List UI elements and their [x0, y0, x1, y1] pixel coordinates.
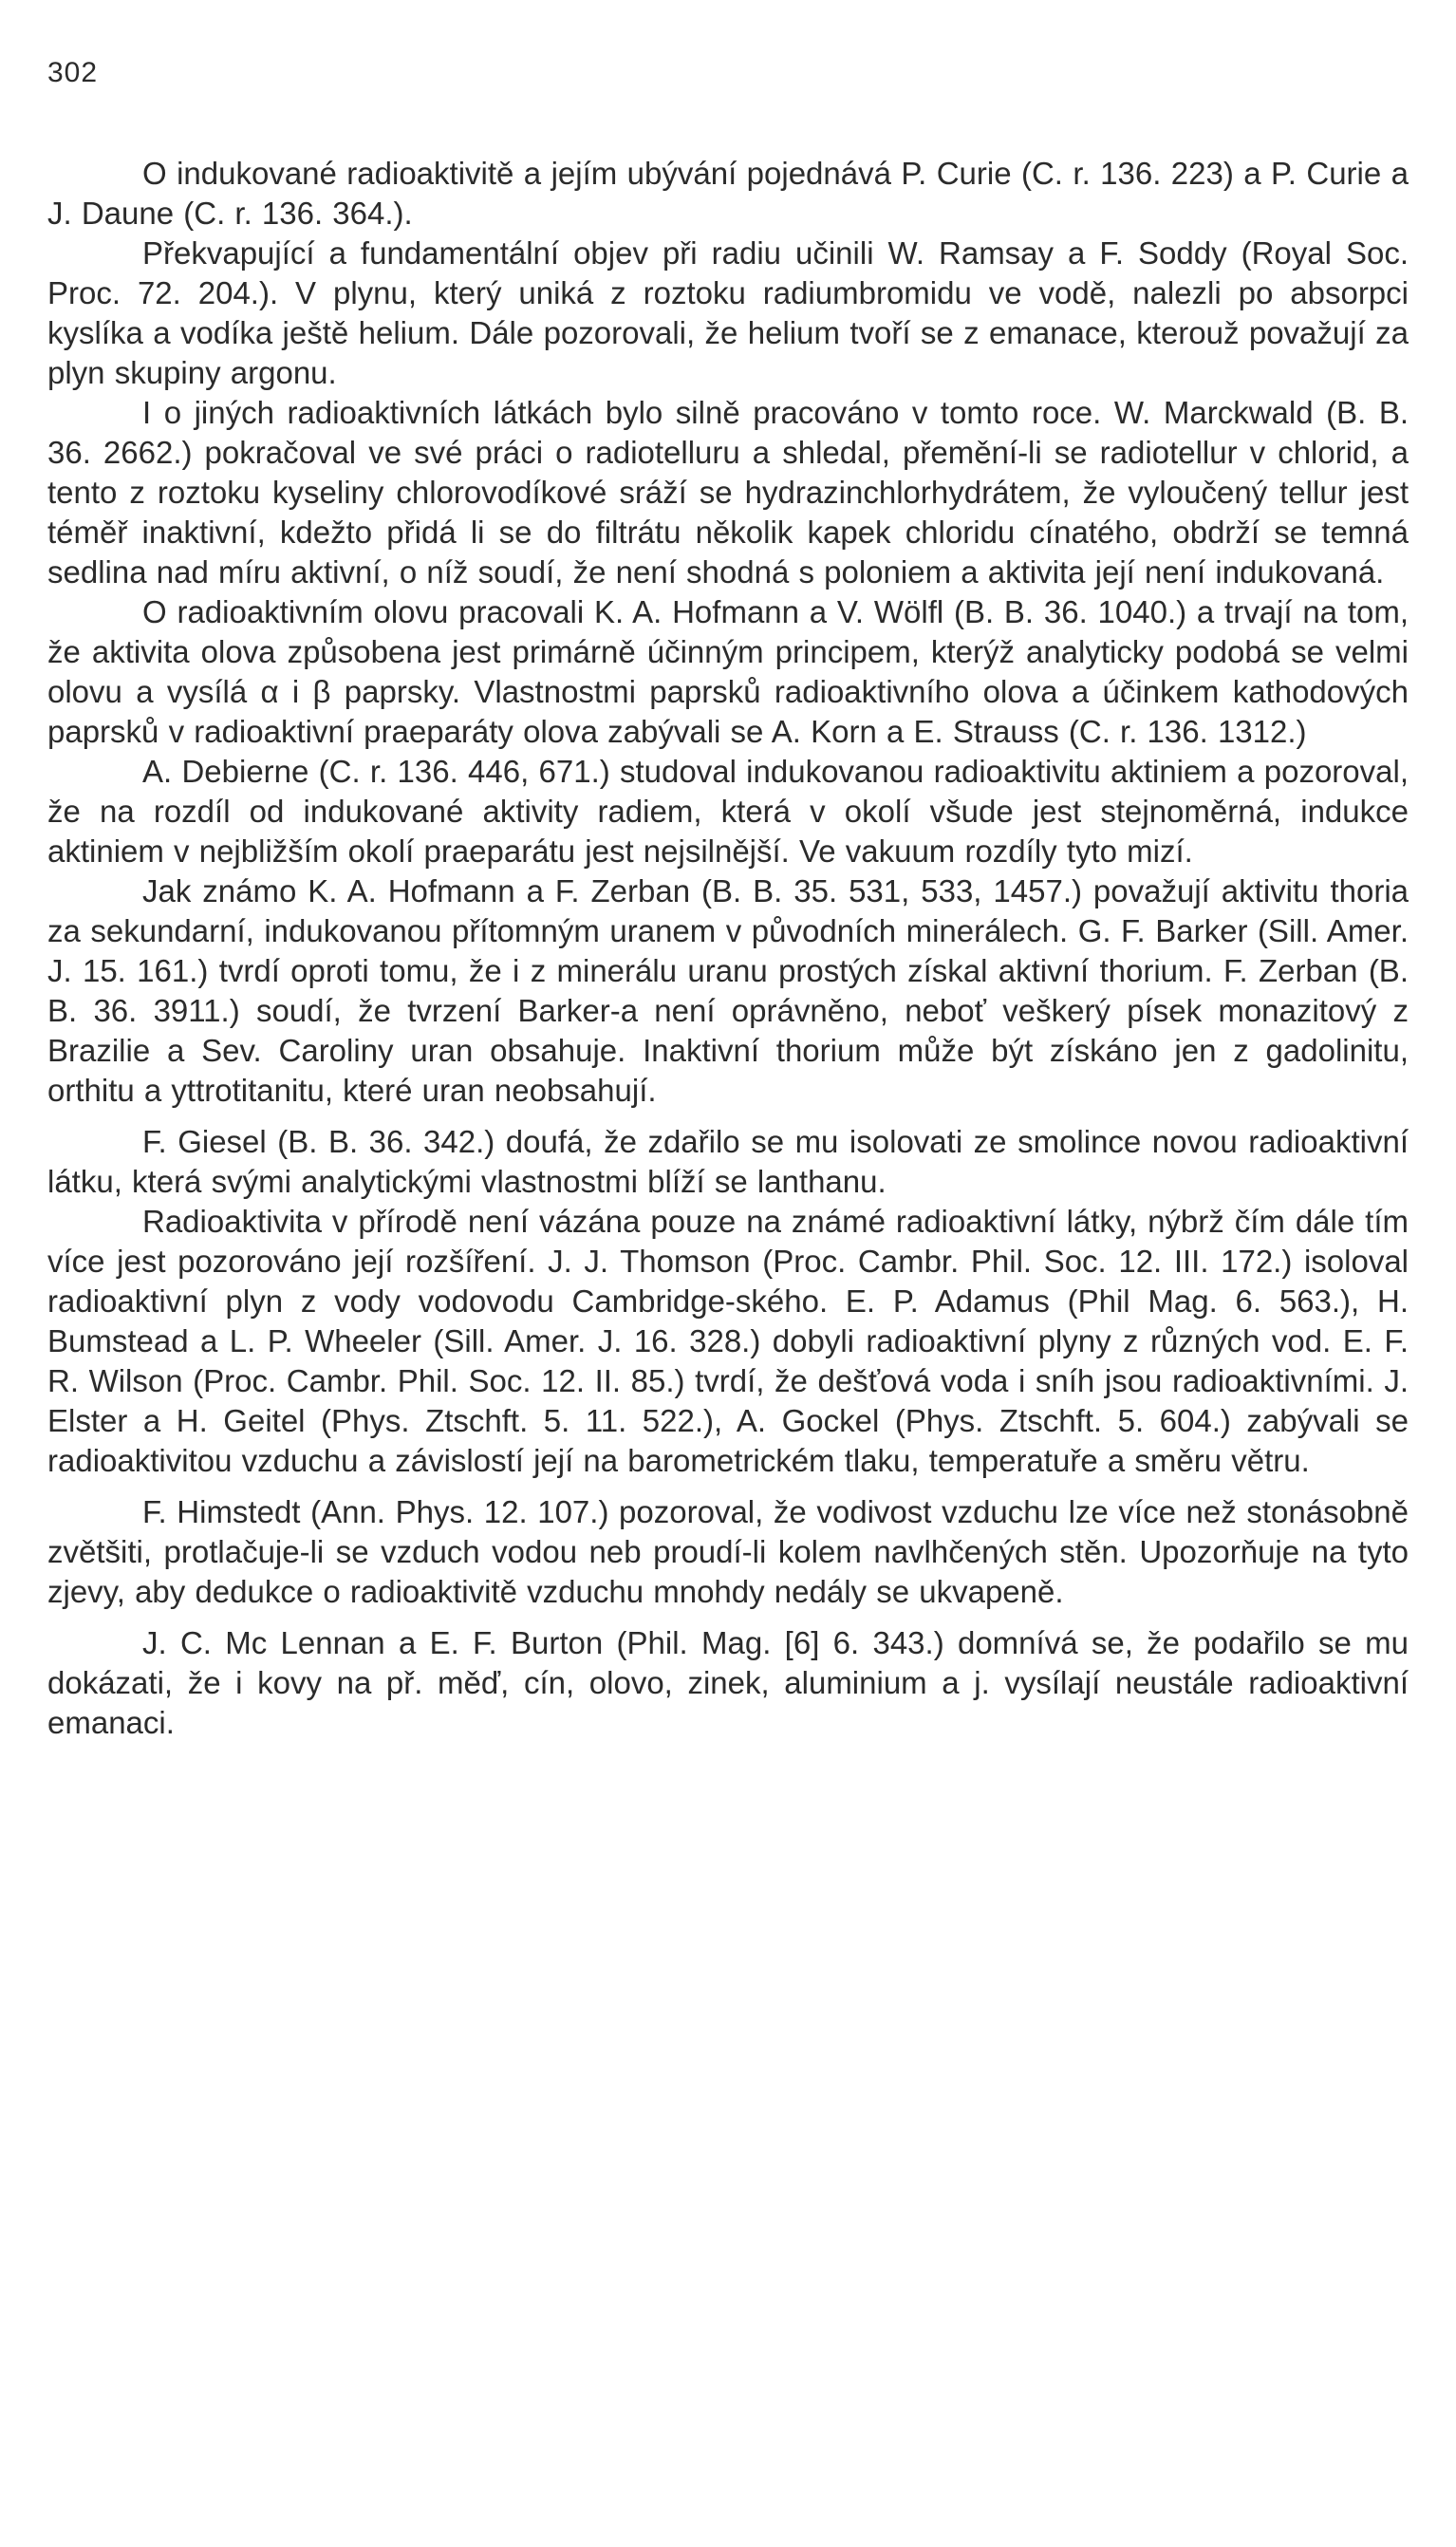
page-number: 302: [47, 57, 99, 88]
paragraph-giesel-pitchblende: F. Giesel (B. B. 36. 342.) doufá, že zdařilo se mu isolovati ze smolince novou radioaktivní látku, která svými analytickými vlastnostmi blíží se lanthanu.: [47, 1124, 1409, 1199]
paragraph-curie-induced-radioactivity: O indukované radioaktivitě a jejím ubývání pojednává P. Curie (C. r. 136. 223) a P. Curie a J. Daune (C. r. 136. 364.).: [47, 156, 1409, 231]
paragraph-debierne-actinium: A. Debierne (C. r. 136. 446, 671.) studoval indukovanou radioaktivitu aktiniem a pozoroval, že na rozdíl od indukované aktivity radiem, která v okolí všude jest stejnoměrná, indukce aktiniem v nejbližším okolí praeparátu jest nejsilnější. Ve vakuum rozdíly tyto mizí.: [47, 754, 1409, 869]
paragraph-mclennan-burton-metals: J. C. Mc Lennan a E. F. Burton (Phil. Mag. [6] 6. 343.) domnívá se, že podařilo se mu dokázati, že i kovy na př. měď, cín, olovo, zinek, aluminium a j. vysílají neustále radioaktivní emanaci.: [47, 1625, 1409, 1740]
paragraph-thorium-activity: Jak známo K. A. Hofmann a F. Zerban (B. B. 35. 531, 533, 1457.) považují aktivitu thoria za sekundarní, indukovanou přítomným uranem v původních minerálech. G. F. Barker (Sill. Amer. J. 15. 161.) tvrdí oproti tomu, že i z minerálu uranu prostých získal aktivní thorium. F. Zerban (B. B. 36. 3911.) soudí, že tvrzení Barker-a není oprávněno, neboť veškerý písek monazitový z Brazilie a Sev. Caroliny uran obsahuje. Inaktivní thorium může být získáno jen z gadolinitu, orthitu a yttrotitanitu, které uran neobsahují.: [47, 873, 1409, 1108]
paragraph-ramsay-soddy-helium: Překvapující a fundamentální objev při radiu učinili W. Ramsay a F. Soddy (Royal Soc. Proc. 72. 204.). V plynu, který uniká z roztoku radiumbromidu ve vodě, nalezli po absorpci kyslíka a vodíka ještě helium. Dále pozorovali, že helium tvoří se z emanace, kterouž považují za plyn skupiny argonu.: [47, 235, 1409, 390]
paragraph-marckwald-radiotellurium: I o jiných radioaktivních látkách bylo silně pracováno v tomto roce. W. Marckwald (B. B. 36. 2662.) pokračoval ve své práci o radiotelluru a shledal, přemění-li se radiotellur v chlorid, a tento z roztoku kyseliny chlorovodíkové sráží se hydrazinchlorhydrátem, že vyloučený tellur jest téměř inaktivní, kdežto přidá li se do filtrátu několik kapek chloridu cínatého, obdrží se temná sedlina nad míru aktivní, o níž soudí, že není shodná s poloniem a aktivita její není indukovaná.: [47, 395, 1409, 590]
paragraph-himstedt-air-conductivity: F. Himstedt (Ann. Phys. 12. 107.) pozoroval, že vodivost vzduchu lze více než stonásobně zvětšiti, protlačuje-li se vzduch vodou neb proudí-li kolem navlhčených stěn. Upozorňuje na tyto zjevy, aby dedukce o radioaktivitě vzduchu mnohdy nedály se ukvapeně.: [47, 1494, 1409, 1609]
paragraph-radioactive-lead: O radioaktivním olovu pracovali K. A. Hofmann a V. Wölfl (B. B. 36. 1040.) a trvají na tom, že aktivita olova způsobena jest primárně účinným principem, kterýž analyticky podobá se velmi olovu a vysílá α i β paprsky. Vlastnostmi paprsků radioaktivního olova a účinkem kathodových paprsků v radioaktivní praeparáty olova zabývali se A. Korn a E. Strauss (C. r. 136. 1312.): [47, 594, 1409, 749]
body-text: [47, 154, 1409, 1743]
paragraph-natural-radioactivity: Radioaktivita v přírodě není vázána pouze na známé radioaktivní látky, nýbrž čím dále tím více jest pozorováno její rozšíření. J. J. Thomson (Proc. Cambr. Phil. Soc. 12. III. 172.) isoloval radioaktivní plyn z vody vodovodu Cambridge-ského. E. P. Adamus (Phil Mag. 6. 563.), H. Bumstead a L. P. Wheeler (Sill. Amer. J. 16. 328.) dobyli radioaktivní plyny z různých vod. E. F. R. Wilson (Proc. Cambr. Phil. Soc. 12. II. 85.) tvrdí, že dešťová voda i sníh jsou radioaktivními. J. Elster a H. Geitel (Phys. Ztschft. 5. 11. 522.), A. Gockel (Phys. Ztschft. 5. 604.) zabývali se radioaktivitou vzduchu a závislostí její na barometrickém tlaku, temperatuře a směru větru.: [47, 1204, 1409, 1478]
